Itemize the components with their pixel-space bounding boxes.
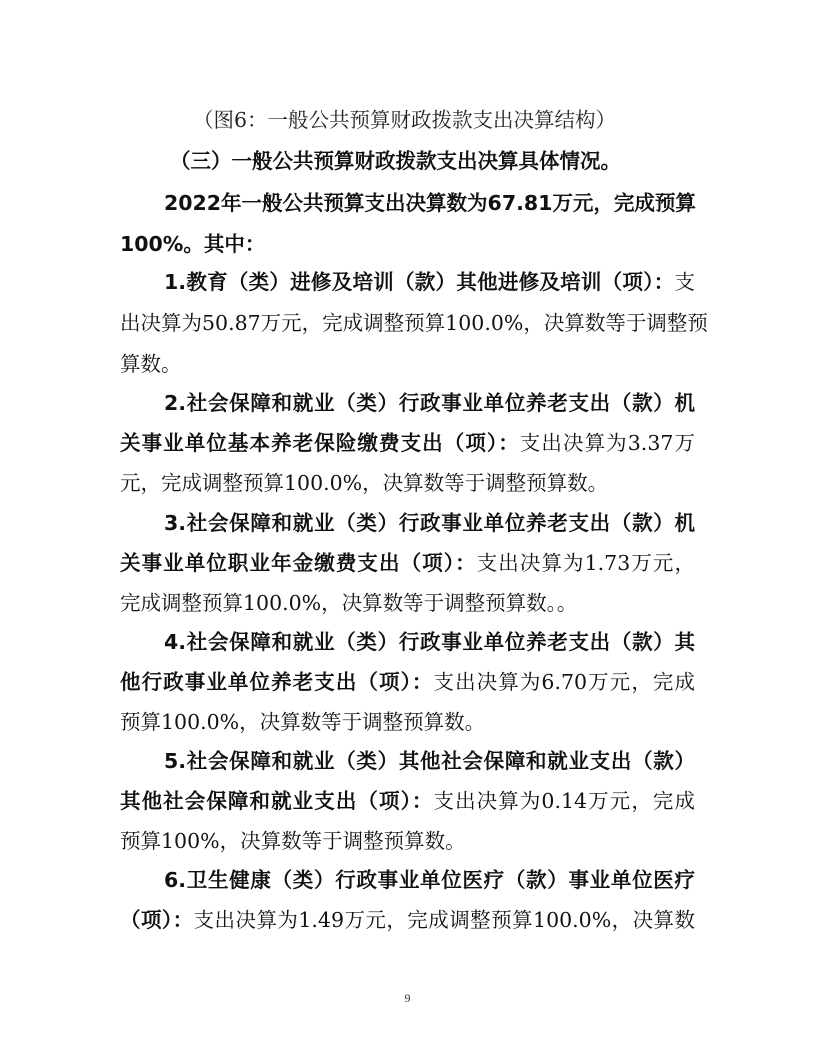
item-6-line-2 <box>120 906 695 934</box>
item-1-line-2: 出决算为50.87万元，完成调整预算100.0%，决算数等于调整预 <box>120 311 708 335</box>
item-6-line-1: 6.卫生健康（类）行政事业单位医疗（款）事业单位医疗 <box>164 868 695 892</box>
item-6-title-end: （项）： <box>120 908 194 932</box>
item-2-line-1: 2.社会保障和就业（类）行政事业单位养老支出（款）机 <box>164 391 695 415</box>
item-1-body-start: 支 <box>674 270 695 294</box>
item-3-title-end: 关事业单位职业年金缴费支出（项）： <box>120 551 477 575</box>
item-3-line-1: 3.社会保障和就业（类）行政事业单位养老支出（款）机 <box>164 511 695 535</box>
item-4-body-start: 支出决算为6.70万元，完成 <box>433 670 695 694</box>
item-1-line-1 <box>164 268 695 296</box>
item-5-line-1: 5.社会保障和就业（类）其他社会保障和就业支出（款） <box>164 749 695 773</box>
item-4-title-end: 他行政事业单位养老支出（项）： <box>120 670 434 694</box>
item-5-title-end: 其他社会保障和就业支出（项）： <box>120 789 434 813</box>
item-3-line-2 <box>120 549 695 577</box>
item-1-line-3: 算数。 <box>120 352 182 376</box>
summary-line-1: 2022年一般公共预算支出决算数为67.81万元，完成预算 <box>164 191 696 215</box>
item-3-line-3: 完成调整预算100.0%，决算数等于调整预算数。。 <box>120 591 578 615</box>
summary-line-2: 100%。其中： <box>120 232 266 256</box>
item-2-line-2 <box>120 429 695 457</box>
item-5-line-2 <box>120 787 695 815</box>
item-5-body-start: 支出决算为0.14万元，完成 <box>433 789 695 813</box>
item-4-line-3: 预算100.0%，决算数等于调整预算数。 <box>120 710 486 734</box>
page-number: 9 <box>404 991 411 1005</box>
item-2-line-3: 元，完成调整预算100.0%，决算数等于调整预算数。 <box>120 471 609 495</box>
item-2-title-end: 关事业单位基本养老保险缴费支出（项）： <box>120 431 520 455</box>
item-1-title: 1.教育（类）进修及培训（款）其他进修及培训（项）： <box>164 270 675 294</box>
figure-caption: （图6：一般公共预算财政拨款支出决算结构） <box>193 108 617 132</box>
item-5-line-3: 预算100%，决算数等于调整预算数。 <box>120 829 466 853</box>
item-4-line-2 <box>120 668 695 696</box>
item-4-line-1: 4.社会保障和就业（类）行政事业单位养老支出（款）其 <box>164 630 695 654</box>
section-heading: （三）一般公共预算财政拨款支出决算具体情况。 <box>170 149 621 173</box>
item-3-body-start: 支出决算为1.73万元， <box>476 551 696 575</box>
item-6-body-start: 支出决算为1.49万元，完成调整预算100.0%，决算数 <box>193 908 696 932</box>
item-2-body-start: 支出决算为3.37万 <box>519 431 695 455</box>
